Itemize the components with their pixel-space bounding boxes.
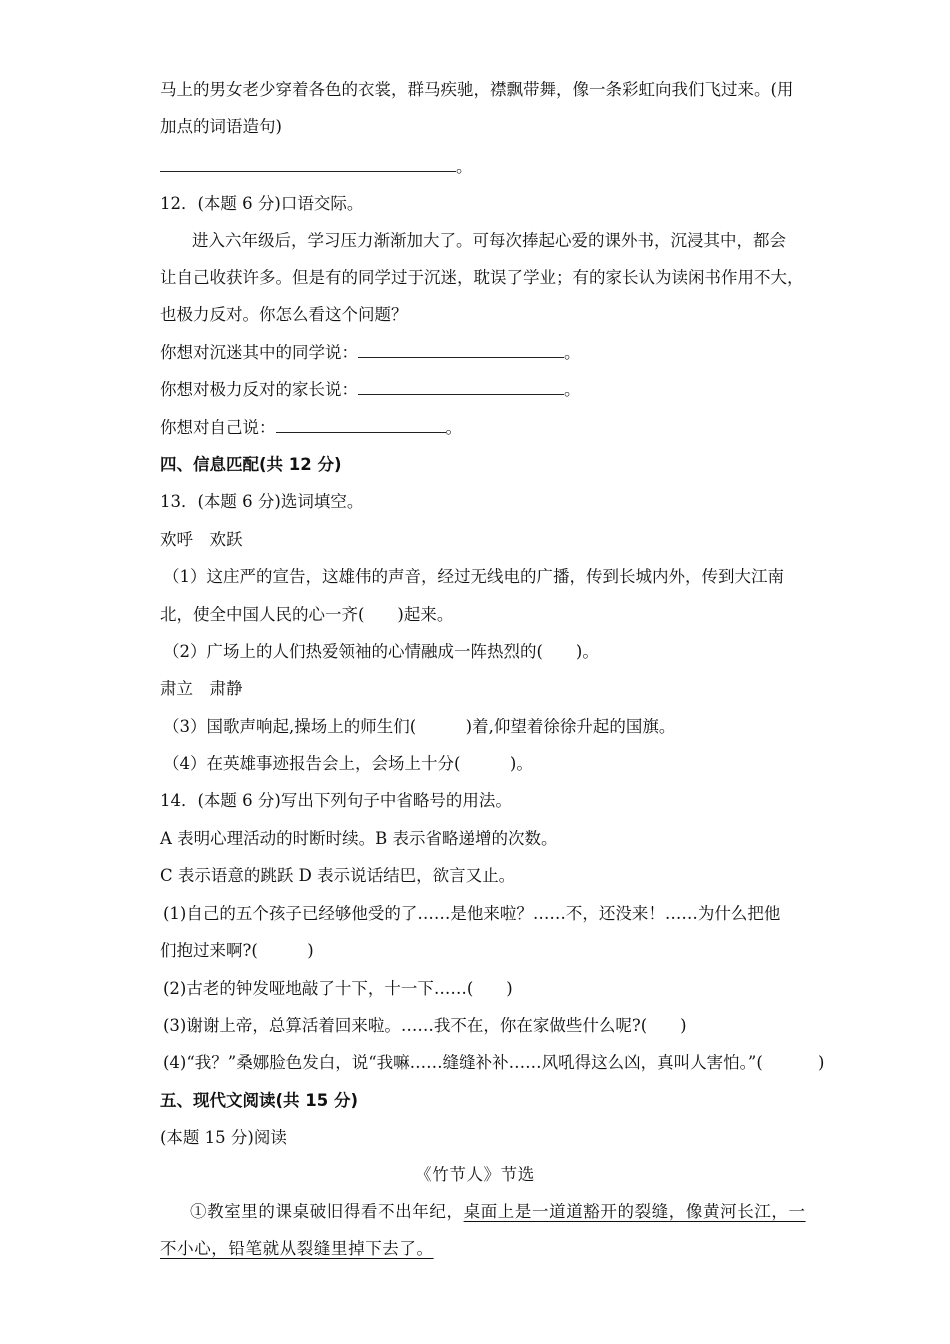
q12-prompt-parent	[160, 378, 581, 402]
q12-prompt-classmate-label: 你想对沉迷其中的同学说：	[160, 343, 358, 362]
reading-intro: (本题 15 分)阅读	[160, 1128, 287, 1147]
q13-item-1-line-1: （1）这庄严的宣告，这雄伟的声音，经过无线电的广播，传到长城内外，传到大江南	[163, 567, 784, 586]
reading-para-1-line-1	[190, 1200, 806, 1224]
reading-para-1-plain: ①教室里的课桌破旧得看不出年纪，	[190, 1202, 464, 1221]
period: 。	[564, 380, 581, 399]
q14-sentence-3: (3)谢谢上帝，总算活着回来啦。……我不在，你在家做些什么呢?( )	[163, 1016, 687, 1035]
q12-classmate-blank[interactable]	[358, 341, 564, 358]
q13-item-1-line-2: 北，使全中国人民的心一齐( )起来。	[160, 605, 454, 624]
q13-item-4: （4）在英雄事迹报告会上，会场上十分( )。	[163, 754, 533, 773]
section-5-title: 五、现代文阅读(共 15 分)	[160, 1091, 359, 1110]
q11-period: 。	[456, 157, 473, 176]
q14-sentence-1-line-1: (1)自己的五个孩子已经够他受的了……是他来啦？……不，还没来！……为什么把他	[163, 904, 781, 923]
reading-para-1-underlined-cont: 不小心，铅笔就从裂缝里掉下去了。	[160, 1239, 434, 1258]
q12-self-blank[interactable]	[276, 416, 446, 433]
q14-options-ab: A 表明心理活动的时断时续。B 表示省略递增的次数。	[160, 829, 558, 848]
q12-para-line-3: 也极力反对。你怎么看这个问题？	[160, 305, 408, 324]
q14-sentence-4: (4)“我？”桑娜脸色发白，说“我嘛……缝缝补补……风吼得这么凶，真叫人害怕。”(	[163, 1053, 763, 1072]
q12-para-line-1: 进入六年级后，学习压力渐渐加大了。可每次捧起心爱的课外书，沉浸其中，都会	[192, 231, 786, 250]
period: 。	[564, 343, 581, 362]
q11-answer-blank[interactable]	[160, 155, 456, 172]
q13-word-choices-2: 肃立 肃静	[160, 679, 243, 698]
q13-header: 13．(本题 6 分)选词填空。	[160, 492, 364, 511]
q11-line-1: 马上的男女老少穿着各色的衣裳，群马疾驰，襟飘带舞，像一条彩虹向我们飞过来。(用	[160, 80, 794, 99]
reading-para-1-underlined: 桌面上是一道道豁开的裂缝，像黄河长江，一	[463, 1202, 806, 1221]
q12-prompt-parent-label: 你想对极力反对的家长说：	[160, 380, 358, 399]
q14-sentence-2: (2)古老的钟发哑地敲了十下，十一下……( )	[163, 979, 513, 998]
q14-options-cd: C 表示语意的跳跃 D 表示说话结巴，欲言又止。	[160, 866, 516, 885]
q12-prompt-classmate	[160, 341, 581, 365]
q12-parent-blank[interactable]	[358, 378, 564, 395]
q14-sentence-4-close: )	[818, 1053, 825, 1072]
q12-para-line-2: 让自己收获许多。但是有的同学过于沉迷，耽误了学业；有的家长认为读闲书作用不大，	[160, 268, 804, 287]
q14-sentence-1-line-2: 们抱过来啊?( )	[160, 941, 314, 960]
q13-word-choices-1: 欢呼 欢跃	[160, 530, 243, 549]
reading-title: 《竹节人》节选	[415, 1165, 535, 1184]
q13-item-2: （2）广场上的人们热爱领袖的心情融成一阵热烈的( )。	[163, 642, 599, 661]
q12-prompt-self-label: 你想对自己说：	[160, 418, 276, 437]
q13-item-3: （3）国歌声响起,操场上的师生们( )着,仰望着徐徐升起的国旗。	[163, 717, 676, 736]
period: 。	[445, 418, 462, 437]
section-4-title: 四、信息匹配(共 12 分)	[160, 455, 342, 474]
q11-line-2: 加点的词语造句)	[160, 117, 282, 136]
q12-header: 12．(本题 6 分)口语交际。	[160, 194, 364, 213]
q14-header: 14．(本题 6 分)写出下列句子中省略号的用法。	[160, 791, 512, 810]
q11-answer-line[interactable]	[160, 155, 473, 179]
reading-para-1-line-2	[160, 1237, 434, 1261]
q12-prompt-self	[160, 416, 462, 440]
